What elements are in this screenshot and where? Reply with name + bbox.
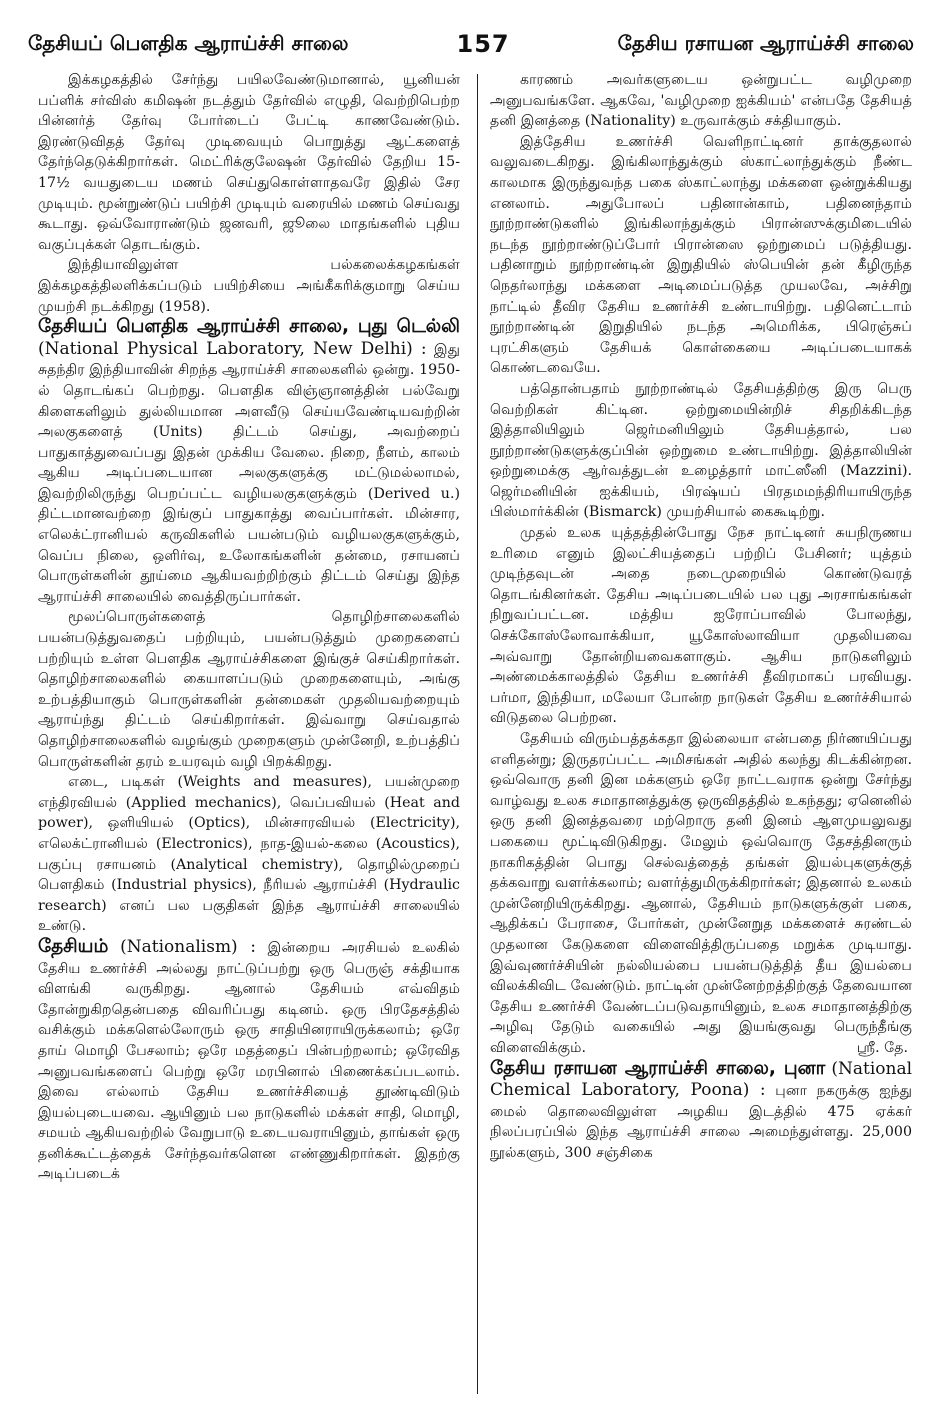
entry-text: இன்றைய அரசியல் உலகில் தேசிய உணர்ச்சி அல்லது நாட்டுப்பற்று ஒரு பெருஞ் சக்தியாக விளங்கி வருகிறது. ஆனால் தேசியம் எவ்விதம் தோன்றுகிறதென்பதை விவரிப்பது கடினம். ஒரு பிரதேசத்தில் வசிக்கும் மக்களெல்லோரும் ஒரு சாதியினராயிருக்கலாம்; ஒரே தாய் மொழி பேசலாம்; ஒரே மதத்தைப் பின்பற்றலாம்; ஒரேவித அனுபவங்களைப் பெற்று ஒரே மரபினால் பிணைக்கப்படலாம். இவை எல்லாம் தேசிய உணர்ச்சியைத் தூண்டிவிடும் இயல்புடையவை. ஆயினும் பல நாடுகளில் மக்கள் சாதி, மொழி, சமயம் ஆகியவற்றில் வேறுபாடு உடையவராயினும், தாங்கள் ஒரு தனிக்கூட்டத்தைக் சேர்ந்தவர்களென எண்ணுகிறார்கள். இதற்கு அடிப்படைக் (38, 939, 460, 1183)
header-left-title: தேசியப் பௌதிக ஆராய்ச்சி சாலை (28, 30, 349, 55)
paragraph: மூலப்பொருள்களைத் தொழிற்சாலைகளில் பயன்படுத்துவதைப் பற்றியும், பயன்படுத்தும் முறைகளைப் பற்றியும் உள்ள பௌதிக ஆராய்ச்சிகளை இங்குச் செய்கிறார்கள். தொழிற்சாலைகளில் கையாளப்படும் முறைகளையும், அங்கு உற்பத்தியாகும் பொருள்களின் தன்மைகள் முதலியவற்றையும் ஆராய்ந்து திட்டம் செய்கிறார்கள். இவ்வாறு செய்வதால் தொழிற்சாலைகளில் வழங்கும் முறைகளும் முன்னேறி, உற்பத்திப் பொருள்களின் தரம் உயரவும் வழி பிறக்கிறது. (38, 609, 460, 770)
entry-national-physical-laboratory (38, 317, 460, 607)
entry-headword-english: (National Chemical Laboratory, Poona) : (490, 1058, 913, 1101)
entry-headword: தேசிய ரசாயன ஆராய்ச்சி சாலை, புனா (490, 1057, 826, 1079)
paragraph: எடை, படிகள் (Weights and measures), பயன்முறை எந்திரவியல் (Applied mechanics), வெப்பவியல் (Heat and power), ஒளியியல் (Optics), மின்சாரவியல் (Electricity), எலெக்ட்ரானியல் (Electronics), நாத-இயல்-கலை (Acoustics), பகுப்பு ரசாயனம் (Analytical chemistry), தொழில்முறைப் பௌதிகம் (Industrial physics), நீரியல் ஆராய்ச்சி (Hydraulic research) எனப் பல பகுதிகள் இந்த ஆராய்ச்சி சாலையில் உண்டு. (38, 774, 460, 935)
paragraph (490, 729, 912, 1059)
entry-text: இது சுதந்திர இந்தியாவின் சிறந்த ஆராய்ச்சி சாலைகளில் ஒன்று. 1950-ல் தொடங்கப் பெற்றது. பௌதிக விஞ்ஞானத்தின் பல்வேறு கிளைகளிலும் துல்லியமான அளவீடு செய்யவேண்டியவற்றின் அலகுகளைத் (Units) திட்டம் செய்து, அவற்றைப் பாதுகாத்துவைப்பது இதன் முக்கிய வேலை. நிறை, நீளம், காலம் ஆகிய அடிப்படையான அலகுகளுக்கு மட்டுமல்லாமல், இவற்றிலிருந்து பெறப்பட்ட வழியலகுகளுக்கும் (Derived u.) திட்டமானவற்றை இங்குப் பாதுகாத்து வைப்பார்கள். மின்சார, எலெக்ட்ரானியல் கருவிகளில் பயன்படும் வழியலகுகளுக்கும், வெப்ப நிலை, ஒளிர்வு, உலோகங்களின் தன்மை, ரசாயனப் பொருள்களின் தூய்மை ஆகியவற்றிற்கும் திட்டம் செய்து இந்த ஆராய்ச்சி சாலையில் வைத்திருப்பார்கள். (38, 341, 460, 605)
entry-headword: தேசியப் பௌதிக ஆராய்ச்சி சாலை, புது டெல்லி (38, 316, 460, 338)
paragraph: இத்தேசிய உணர்ச்சி வெளிநாட்டினர் தாக்குதலால் வலுவடைகிறது. இங்கிலாந்துக்கும் ஸ்காட்லாந்துக்கும் நீண்ட காலமாக இருந்துவந்த பகை ஸ்காட்லாந்து மக்களை ஒன்றுக்கியது எனலாம். அதுபோலப் பதினான்காம், பதினைந்தாம் நூற்றாண்டுகளில் இங்கிலாந்துக்கும் பிரான்ஸுக்குமிடையில் நடந்த நூற்றாண்டுப்போர் பிரான்ஸை ஒற்றுமைப் படுத்தியது. பதினாறும் நூற்றாண்டின் இறுதியில் ஸ்பெயின் தன் கீழிருந்த நெதர்லாந்து மக்களை அடிமைப்படுத்த முயலவே, அச்சிறு நாட்டில் தீவிர தேசிய உணர்ச்சி உண்டாயிற்று. பதினெட்டாம் நூற்றாண்டின் இறுதியில் நடந்த அமெரிக்க, பிரெஞ்சுப் புரட்சிகளும் தேசியக் கொள்கையை அடிப்படையாகக் கொண்டவையே. (490, 133, 912, 377)
entry-nationalism (38, 937, 460, 1185)
left-column (38, 70, 460, 1185)
entry-headword: தேசியம் (38, 935, 109, 957)
entry-headword-english: (National Physical Laboratory, New Delhi) : (38, 338, 427, 359)
header-right-title: தேசிய ரசாயன ஆராய்ச்சி சாலை (617, 30, 914, 55)
page-number: 157 (456, 30, 510, 58)
entry-text: புனா நகருக்கு ஐந்து மைல் தொலைவிலுள்ள அழகிய இடத்தில் 475 ஏக்கர் நிலப்பரப்பில் இந்த ஆராய்ச்சி சாலை அமைந்துள்ளது. 25,000 நூல்களும், 300 சஞ்சிகை (490, 1083, 913, 1161)
column-divider (477, 74, 478, 1394)
paragraph-text: தேசியம் விரும்பத்தக்கதா இல்லையா என்பதை நிர்ணயிப்பது எளிதன்று; இருதரப்பட்ட அமிசங்கள் அதில் கலந்து கிடக்கின்றன. ஒவ்வொரு தனி இன மக்களும் ஒரே நாட்டவராக ஒன்று சேர்ந்து வாழ்வது உலக சமாதானத்துக்கு ஒருவிதத்தில் உகந்தது; ஏனெனில் ஒரு தனி இனத்தவரை மற்றொரு தனி இனம் ஆளமுயலுவது பகையை மூட்டிவிடுகிறது. மேலும் ஒவ்வொரு தேசத்தினரும் நாகரிகத்தின் பொது செல்வத்தைத் தங்கள் இயல்புகளுக்குத் தக்கவாறு வளர்க்கலாம்; வளர்த்துமிருக்கிறார்கள்; இதனால் உலகம் முன்னேறியிருக்கிறது. ஆனால், தேசியம் நாடுகளுக்குள் பகை, ஆதிக்கப் பேராசை, போர்கள், முன்னேறுத மக்களைச் சுரண்டல் முதலான கேடுகளை விளைவித்திருப்பதை மறுக்க முடியாது. இவ்வுணர்ச்சியின் நல்லியல்பை பயன்படுத்தித் தீய இயல்பை விலக்கிவிட வேண்டும். நாட்டின் முன்னேற்றத்திற்குத் தேவையான தேசிய உணர்ச்சி வேண்டப்படுவதாயினும், உலக சமாதானத்திற்கு அழிவு தேடும் வகையில் அது இயங்குவது பெருந்தீங்கு விளைவிக்கும். (490, 731, 912, 1056)
page-header (28, 26, 914, 62)
paragraph: காரணம் அவர்களுடைய ஒன்றுபட்ட வழிமுறை அனுபவங்களே. ஆகவே, 'வழிமுறை ஐக்கியம்' என்பதே தேசியத் தனி இனத்தை (Nationality) உருவாக்கும் சக்தியாகும். (490, 72, 912, 130)
paragraph: இந்தியாவிலுள்ள பல்கலைக்கழகங்கள் இக்கழகத்திலளிக்கப்படும் பயிற்சியை அங்கீகரிக்குமாறு செய்ய முயற்சி நடக்கிறது (1958). (38, 257, 460, 315)
paragraph: முதல் உலக யுத்தத்தின்போது நேச நாட்டினர் சுயநிருணய உரிமை எனும் இலட்சியத்தைப் பற்றிப் பேசினர்; யுத்தம் முடிந்தவுடன் அதை நடைமுறையில் கொண்டுவரத் தொடங்கினர்கள். தேசிய அடிப்படையில் பல புது அரசாங்கங்கள் நிறுவப்பட்டன. மத்திய ஐரோப்பாவில் போலந்து, செக்கோஸ்லோவாக்கியா, யூகோஸ்லாவியா முதலியவை அவ்வாறு தோன்றியவைகளாகும். ஆசிய நாடுகளிலும் அண்மைக்காலத்தில் தேசிய உணர்ச்சி தீவிரமாகப் பரவியது. பர்மா, இந்தியா, மலேயா போன்ற நாடுகள் தேசிய உணர்ச்சியால் விடுதலை பெற்றன. (490, 525, 912, 727)
paragraph: இக்கழகத்தில் சேர்ந்து பயிலவேண்டுமானால், யூனியன் பப்ளிக் சர்விஸ் கமிஷன் நடத்தும் தேர்வில் எழுதி, வெற்றிபெற்ற பின்னர்த் தேர்வு போர்டைப் பேட்டி காணவேண்டும். இரண்டுவிதத் தேர்வு முடிவையும் பொறுத்து ஆட்களைத் தேர்ந்தெடுக்கிறார்கள். மெட்ரிக்குலேஷன் தேர்வில் தேறிய 15-17½ வயதுடைய மணம் செய்துகொள்ளாதவரே இதில் சேர முடியும். மூன்றுண்டுப் பயிற்சி முடியும் வரையில் மணம் செய்வது கூடாது. ஒவ்வோராண்டும் ஜனவரி, ஜூலை மாதங்களில் புதிய வகுப்புக்கள் தொடங்கும். (38, 72, 460, 253)
right-column (490, 70, 912, 1163)
paragraph: பத்தொன்பதாம் நூற்றாண்டில் தேசியத்திற்கு இரு பெரு வெற்றிகள் கிட்டின. ஒற்றுமையின்றிச் சிதறிக்கிடந்த இத்தாலியிலும் ஜெர்மனியிலும் தேசியத்தால், பல நூற்றாண்டுகளுக்குப்பின் ஒற்றுமை உண்டாயிற்று. இத்தாலியின் ஒற்றுமைக்கு ஆர்வத்துடன் உழைத்தார் மாட்ஸீனி (Mazzini). ஜெர்மனியின் ஐக்கியம், பிரஷ்யப் பிரதமமந்திரியாயிருந்த பிஸ்மார்க்கின் (Bismarck) முயற்சியால் கைகூடிற்று. (490, 380, 912, 521)
entry-headword-english: (Nationalism) : (120, 936, 256, 957)
entry-national-chemical-laboratory (490, 1059, 912, 1164)
author-signature: ஸ்ரீ. தே. (856, 1039, 908, 1056)
